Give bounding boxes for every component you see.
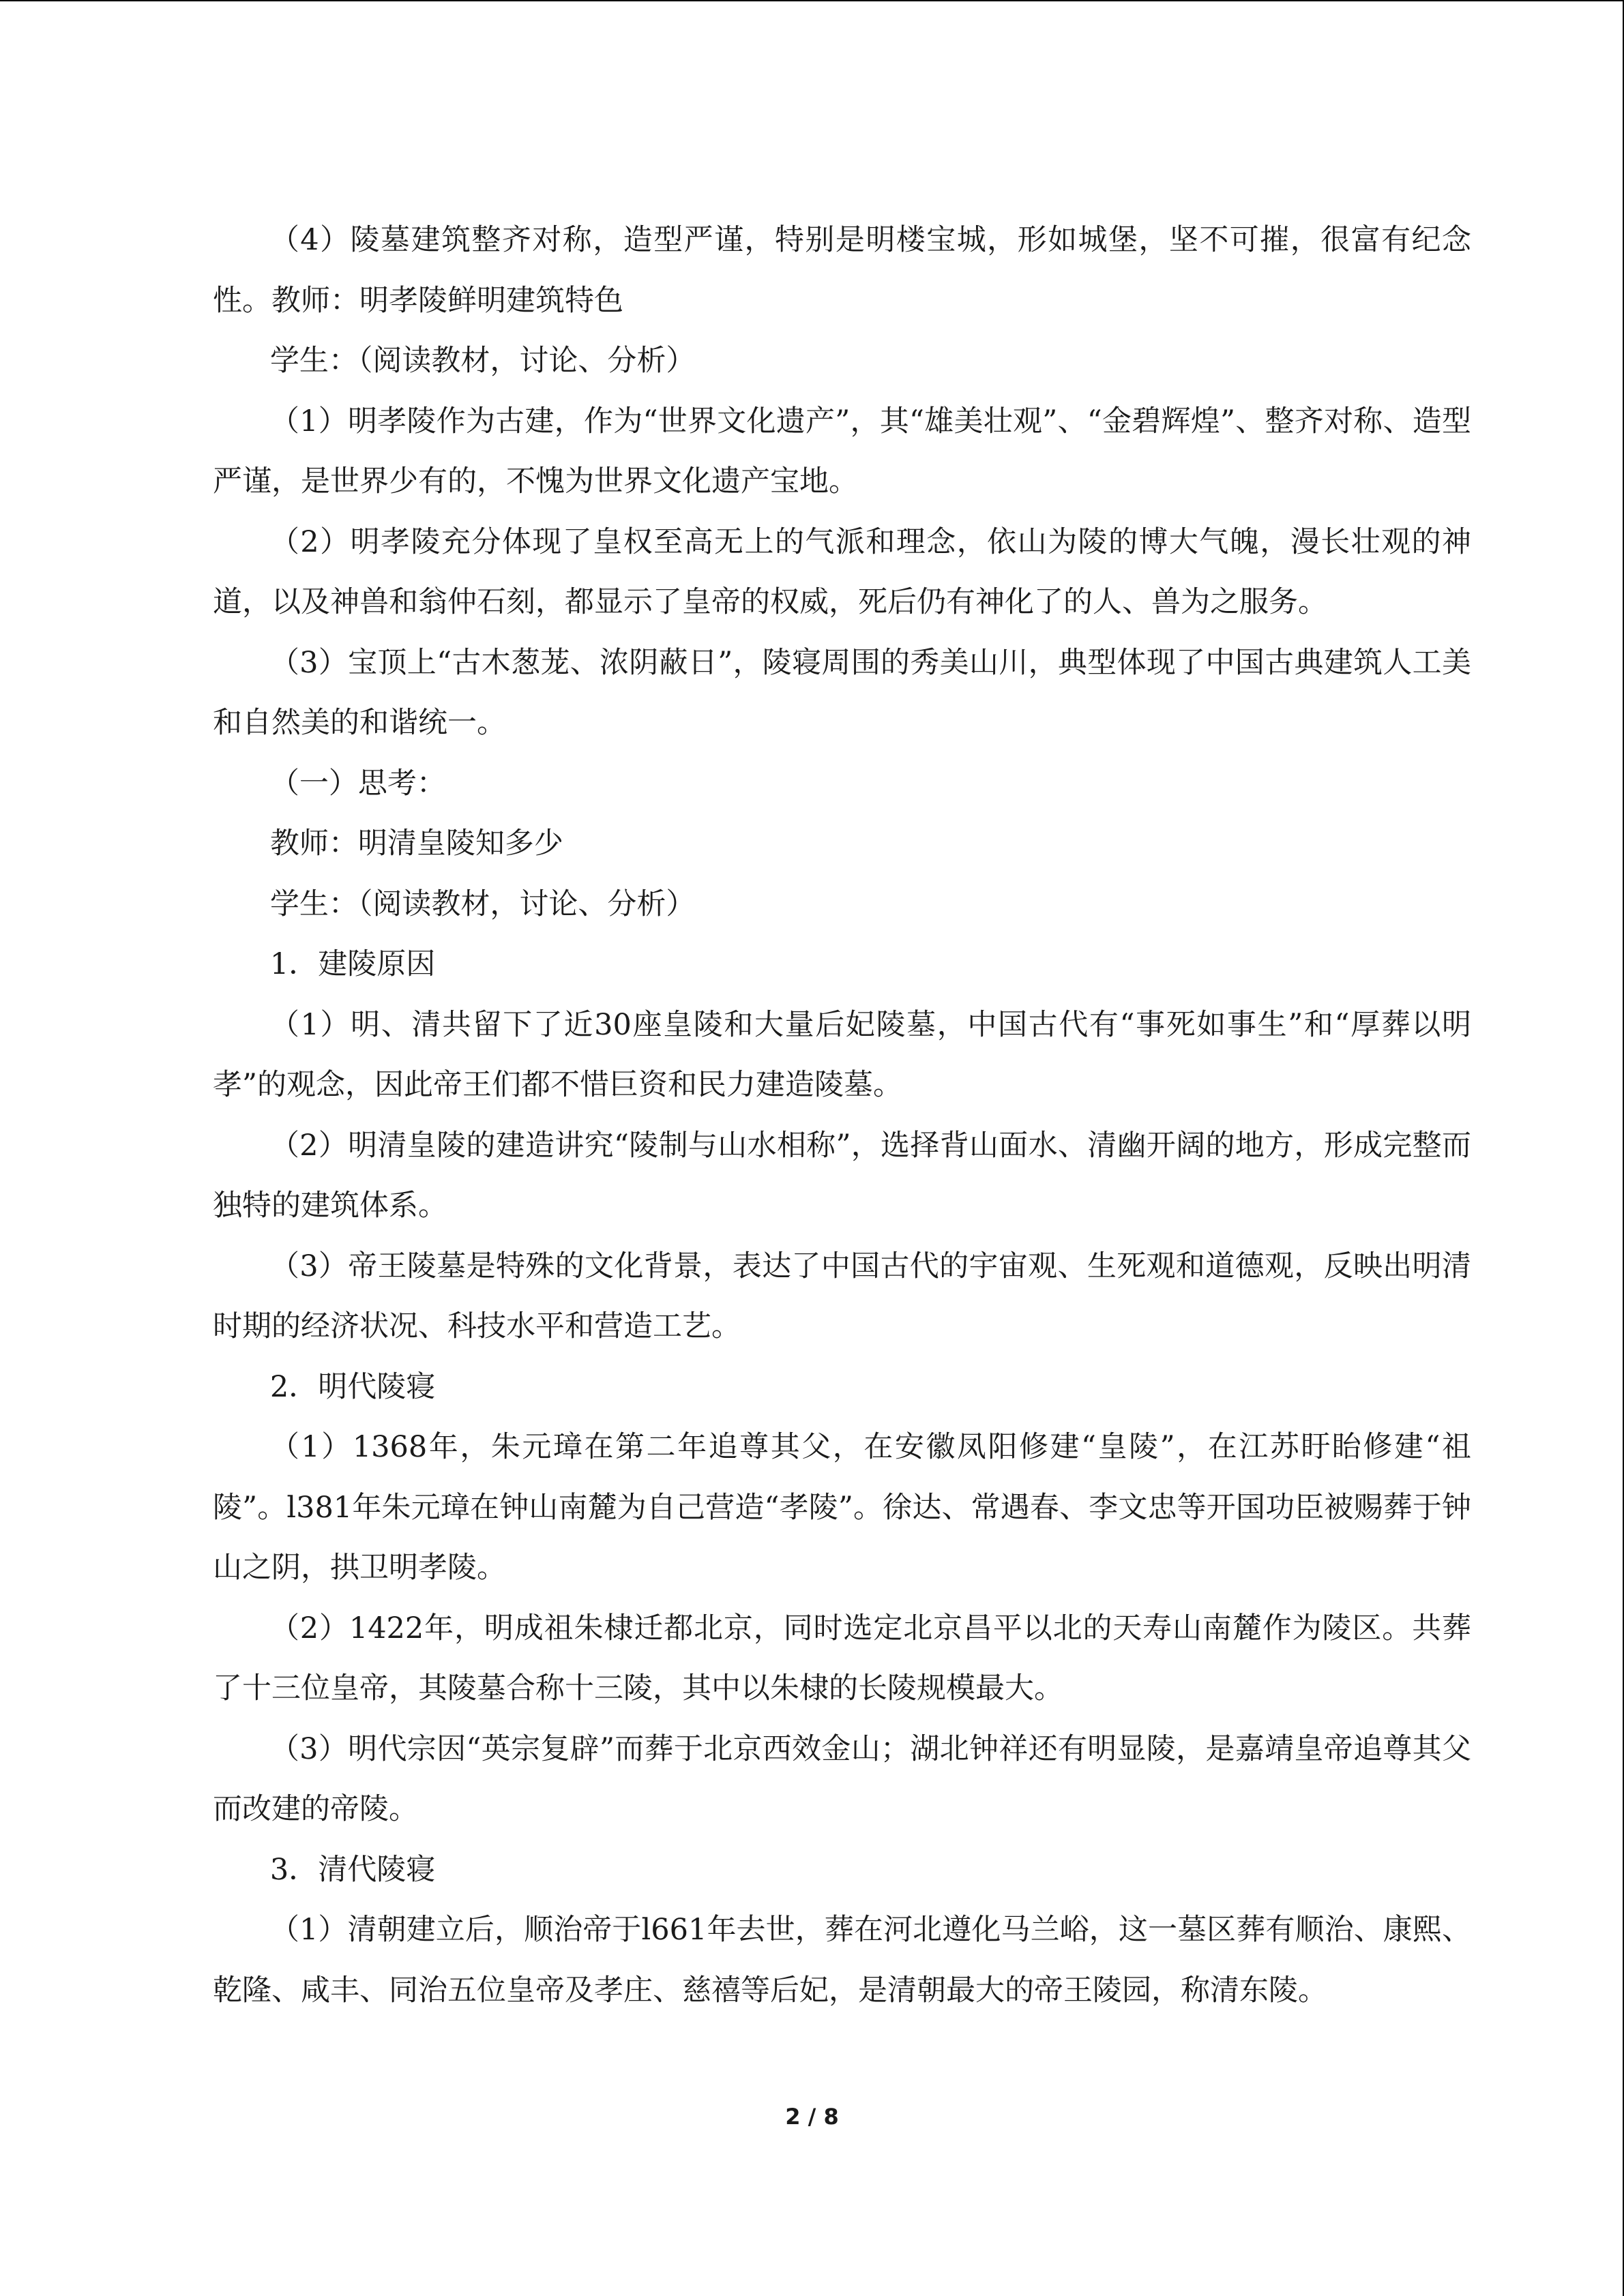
paragraph-xiaoling-2: （2）明孝陵充分体现了皇权至高无上的气派和理念，依山为陵的博大气魄，漫长壮观的神道，以及神兽和翁仲石刻，都显示了皇帝的权威，死后仍有神化了的人、兽为之服务。 [213,524,1471,619]
paragraph-reasons-3: （3）帝王陵墓是特殊的文化背景，表达了中国古代的宇宙观、生死观和道德观，反映出明清时期的经济状况、科技水平和营造工艺。 [213,1249,1471,1343]
paragraph-ming-3: （3）明代宗因“英宗复辟”而葬于北京西效金山；湖北钟祥还有明显陵，是嘉靖皇帝追尊其父而改建的帝陵。 [213,1731,1471,1826]
paragraph-student-activity: 学生：（阅读教材，讨论、分析） [269,344,696,378]
paragraph-reasons-1: （1）明、清共留下了近30座皇陵和大量后妃陵墓，中国古代有“事死如事生”和“厚葬以明孝”的观念，因此帝王们都不惜巨资和民力建造陵墓。 [213,1007,1471,1102]
paragraph-xiaoling-1: （1）明孝陵作为古建，作为“世界文化遗产”，其“雄美壮观”、“金碧辉煌”、整齐对称、造型严谨，是世界少有的，不愧为世界文化遗产宝地。 [213,404,1471,498]
paragraph-reasons-2: （2）明清皇陵的建造讲究“陵制与山水相称”，选择背山面水、清幽开阔的地方，形成完整而独特的建筑体系。 [213,1128,1471,1223]
subheading-reasons: 1．建陵原因 [269,947,436,981]
paragraph-ming-2: （2）1422年，明成祖朱棣迁都北京，同时选定北京昌平以北的天寿山南麓作为陵区。共葬了十三位皇帝，其陵墓合称十三陵，其中以朱棣的长陵规模最大。 [213,1611,1471,1705]
paragraph-teacher-question: 教师：明清皇陵知多少 [269,826,563,861]
paragraph-xiaoling-3: （3）宝顶上“古木葱茏、浓阴蔽日”，陵寝周围的秀美山川，典型体现了中国古典建筑人工美和自然美的和谐统一。 [213,645,1471,740]
section-heading-thinking: （一）思考： [269,766,446,801]
subheading-ming-tombs: 2．明代陵寝 [269,1369,436,1404]
paragraph-architecture-4: （4）陵墓建筑整齐对称，造型严谨，特别是明楼宝城，形如城堡，坚不可摧，很富有纪念性。教师：明孝陵鲜明建筑特色 [213,223,1471,318]
paragraph-ming-1: （1）1368年，朱元璋在第二年追尊其父，在安徽凤阳修建“皇陵”，在江苏盱眙修建“祖陵”。l381年朱元璋在钟山南麓为自己营造“孝陵”。徐达、常遇春、李文忠等开国功臣被赐葬于钟山之阴，拱卫明孝陵。 [213,1430,1471,1585]
document-body [213,210,1471,2021]
page-number: 2 / 8 [785,2104,839,2130]
paragraph-qing-1: （1）清朝建立后，顺治帝于l661年去世，葬在河北遵化马兰峪，这一墓区葬有顺治、康熙、乾隆、咸丰、同治五位皇帝及孝庄、慈禧等后妃，是清朝最大的帝王陵园，称清东陵。 [213,1913,1471,2008]
paragraph-student-activity-2: 学生：（阅读教材，讨论、分析） [269,886,696,921]
subheading-qing-tombs: 3．清代陵寝 [269,1852,436,1887]
